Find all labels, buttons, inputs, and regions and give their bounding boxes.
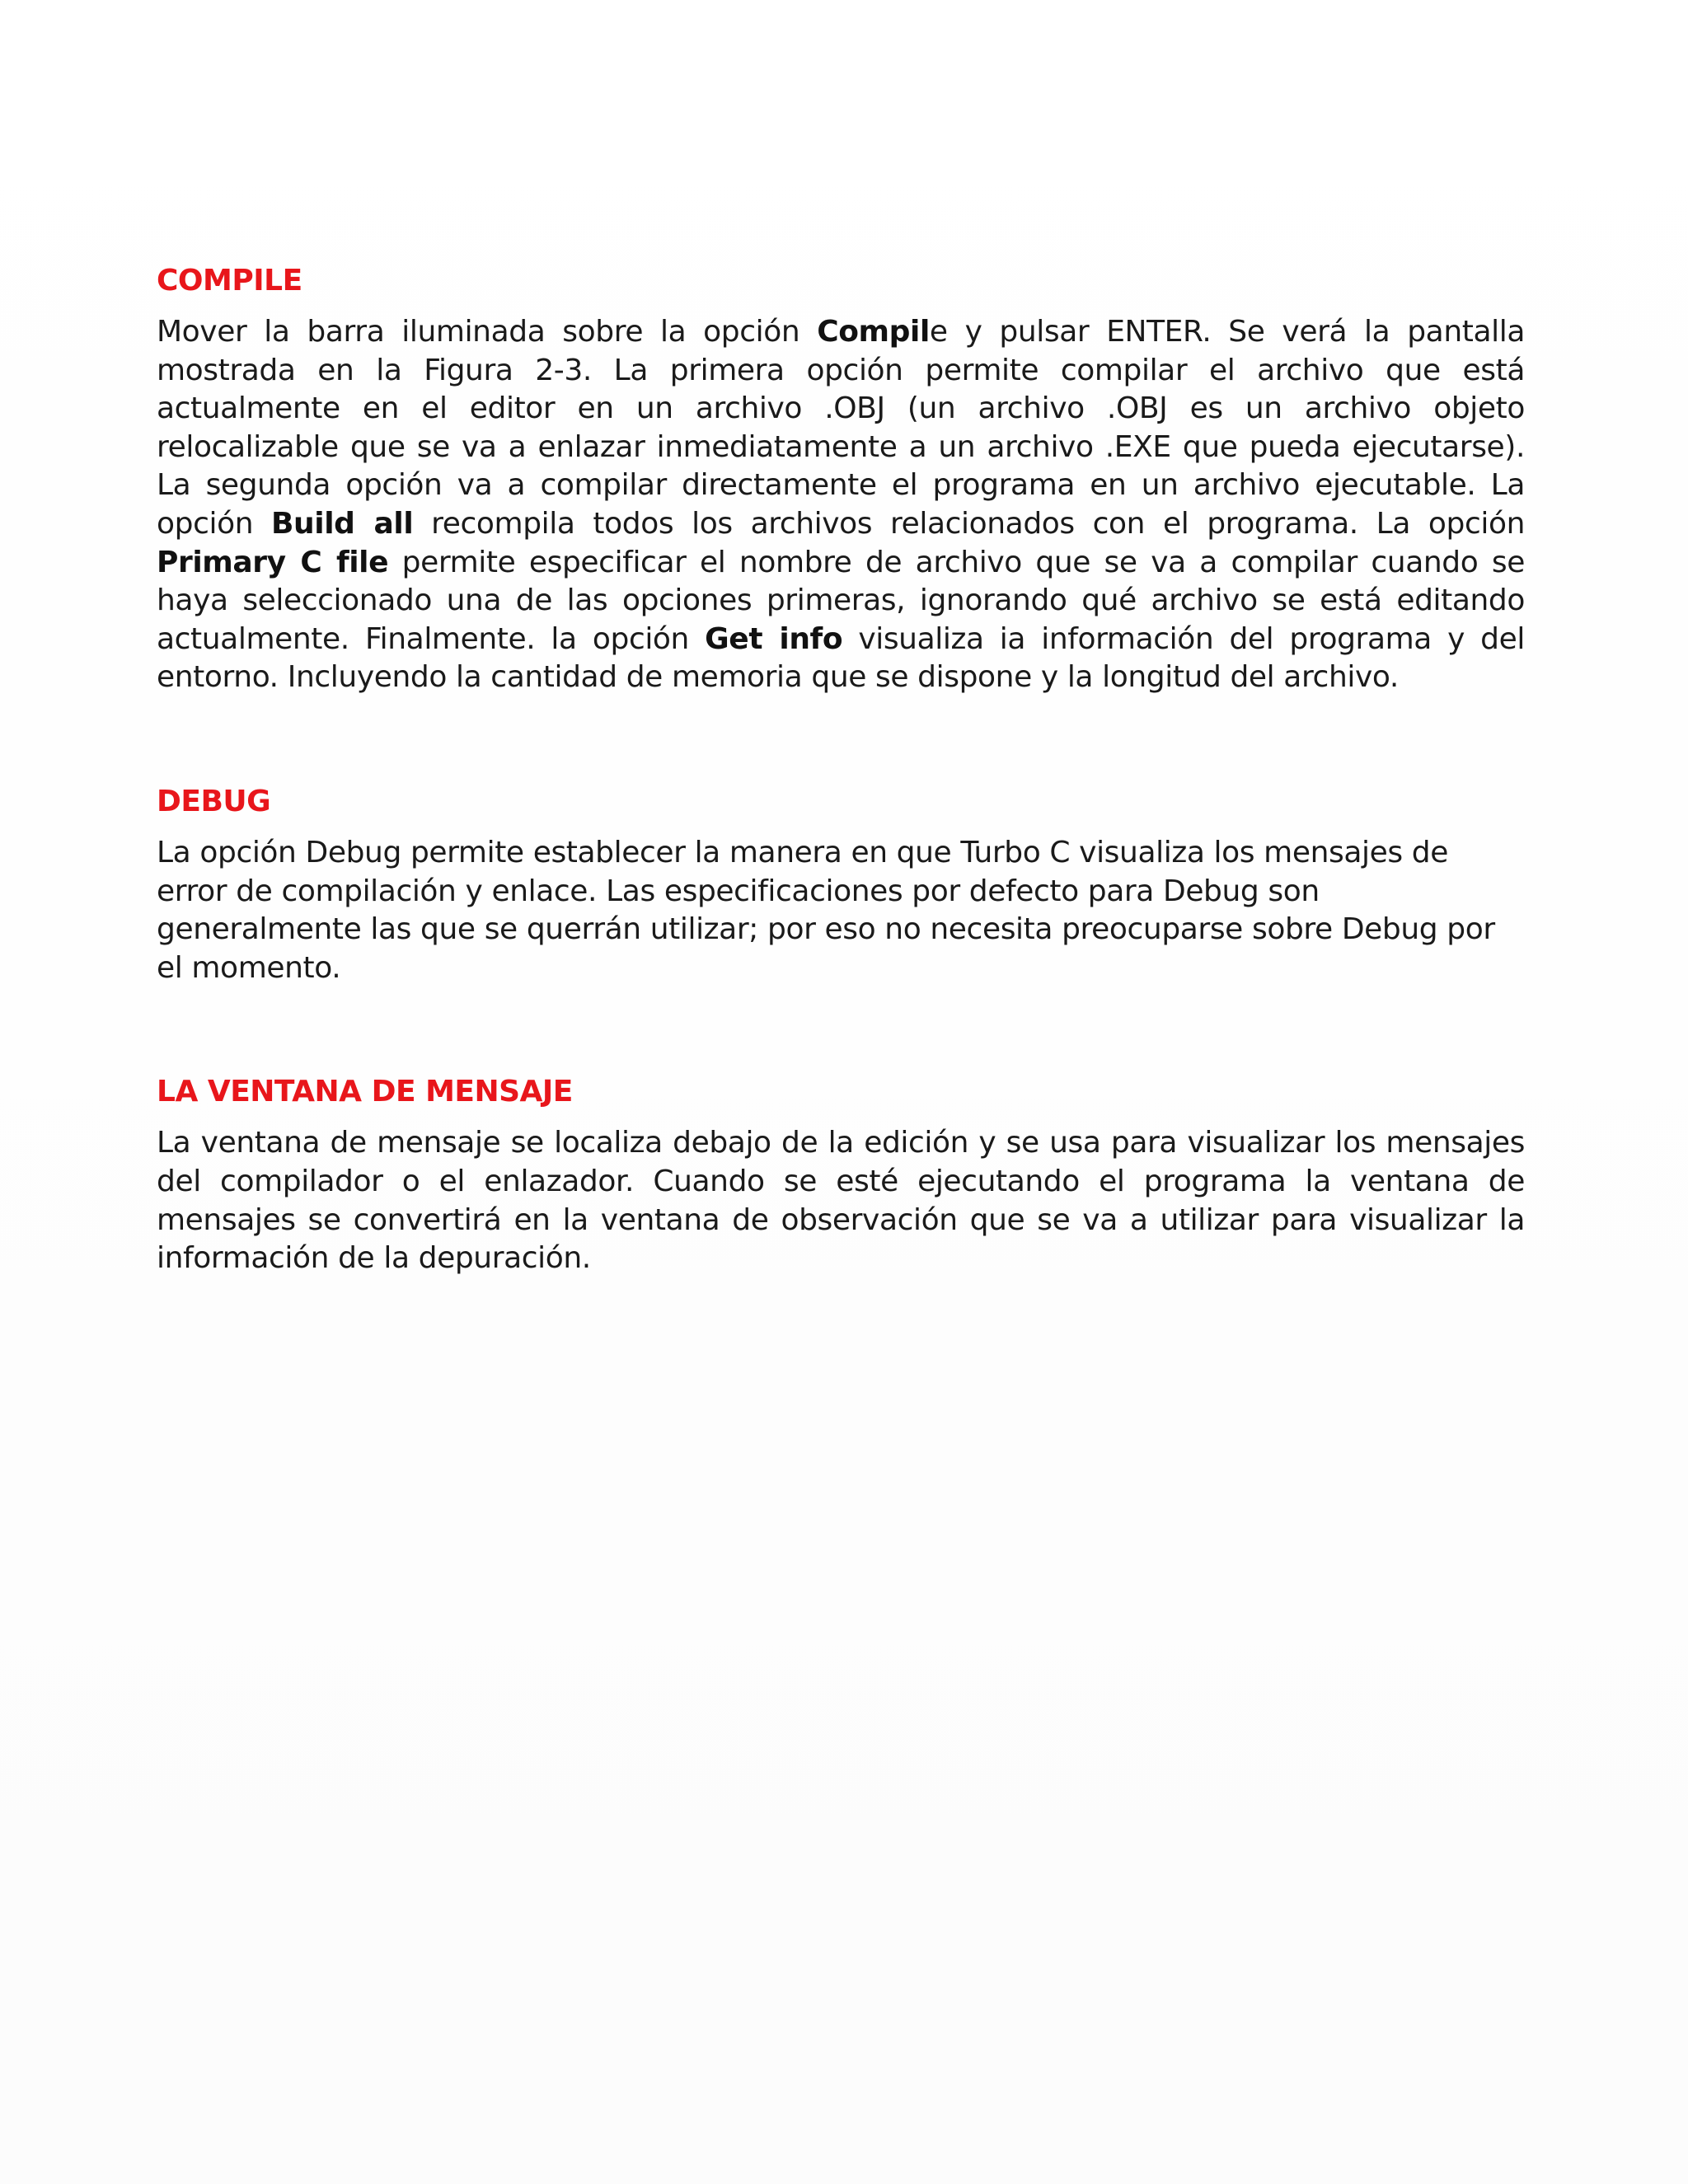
section-heading-message-window: LA VENTANA DE MENSAJE [157, 1075, 573, 1109]
compile-text-3: recompila todos los archivos relacionados con el programa. La opción [413, 506, 1525, 541]
section-message-window [157, 1073, 1525, 1277]
compile-bold-compile: Compil [817, 315, 930, 349]
compile-text-1: Mover la barra iluminada sobre la opción [157, 315, 818, 349]
compile-text-4: permite especificar el nombre de archivo que se va a compilar cuando se haya seleccionado una de las opciones primeras, ignorando qué archivo se está editando actualmente. Finalmente. la opción [157, 545, 1525, 656]
compile-bold-primary-c-file: Primary C file [157, 545, 389, 579]
section-debug [157, 783, 1525, 987]
debug-paragraph: La opción Debug permite establecer la manera en que Turbo C visualiza los mensajes de error de compilación y enlace. Las especificaciones por defecto para Debug son generalmente las que se querrán utilizar; por eso no necesita preocuparse sobre Debug por el momento. [157, 835, 1495, 985]
section-heading-compile: COMPILE [157, 264, 302, 298]
compile-text-5: visualiza ia información del programa y del entorno. Incluyendo la cantidad de memoria que se dispone y la longitud del archivo. [157, 621, 1525, 695]
section-compile [157, 262, 1525, 697]
compile-paragraph [157, 313, 1525, 697]
compile-bold-build-all: Build all [271, 506, 414, 541]
section-heading-debug: DEBUG [157, 784, 271, 818]
compile-text-2: e y pulsar ENTER. Se verá la pantalla mostrada en la Figura 2-3. La primera opción permite compilar el archivo que está actualmente en el editor en un archivo .OBJ (un archivo .OBJ es un archivo objeto relocalizable que se va a enlazar inmediatamente a un archivo .EXE que pueda ejecutarse). La segunda opción va a compilar directamente el programa en un archivo ejecutable. La opción [157, 315, 1525, 541]
document-content [157, 262, 1525, 1278]
compile-bold-get-info: Get info [705, 621, 843, 656]
message-window-paragraph: La ventana de mensaje se localiza debajo de la edición y se usa para visualizar los mensajes del compilador o el enlazador. Cuando se esté ejecutando el programa la ventana de mensajes se convertirá en la ventana de observación que se va a utilizar para visualizar la información de la depuración. [157, 1126, 1525, 1276]
